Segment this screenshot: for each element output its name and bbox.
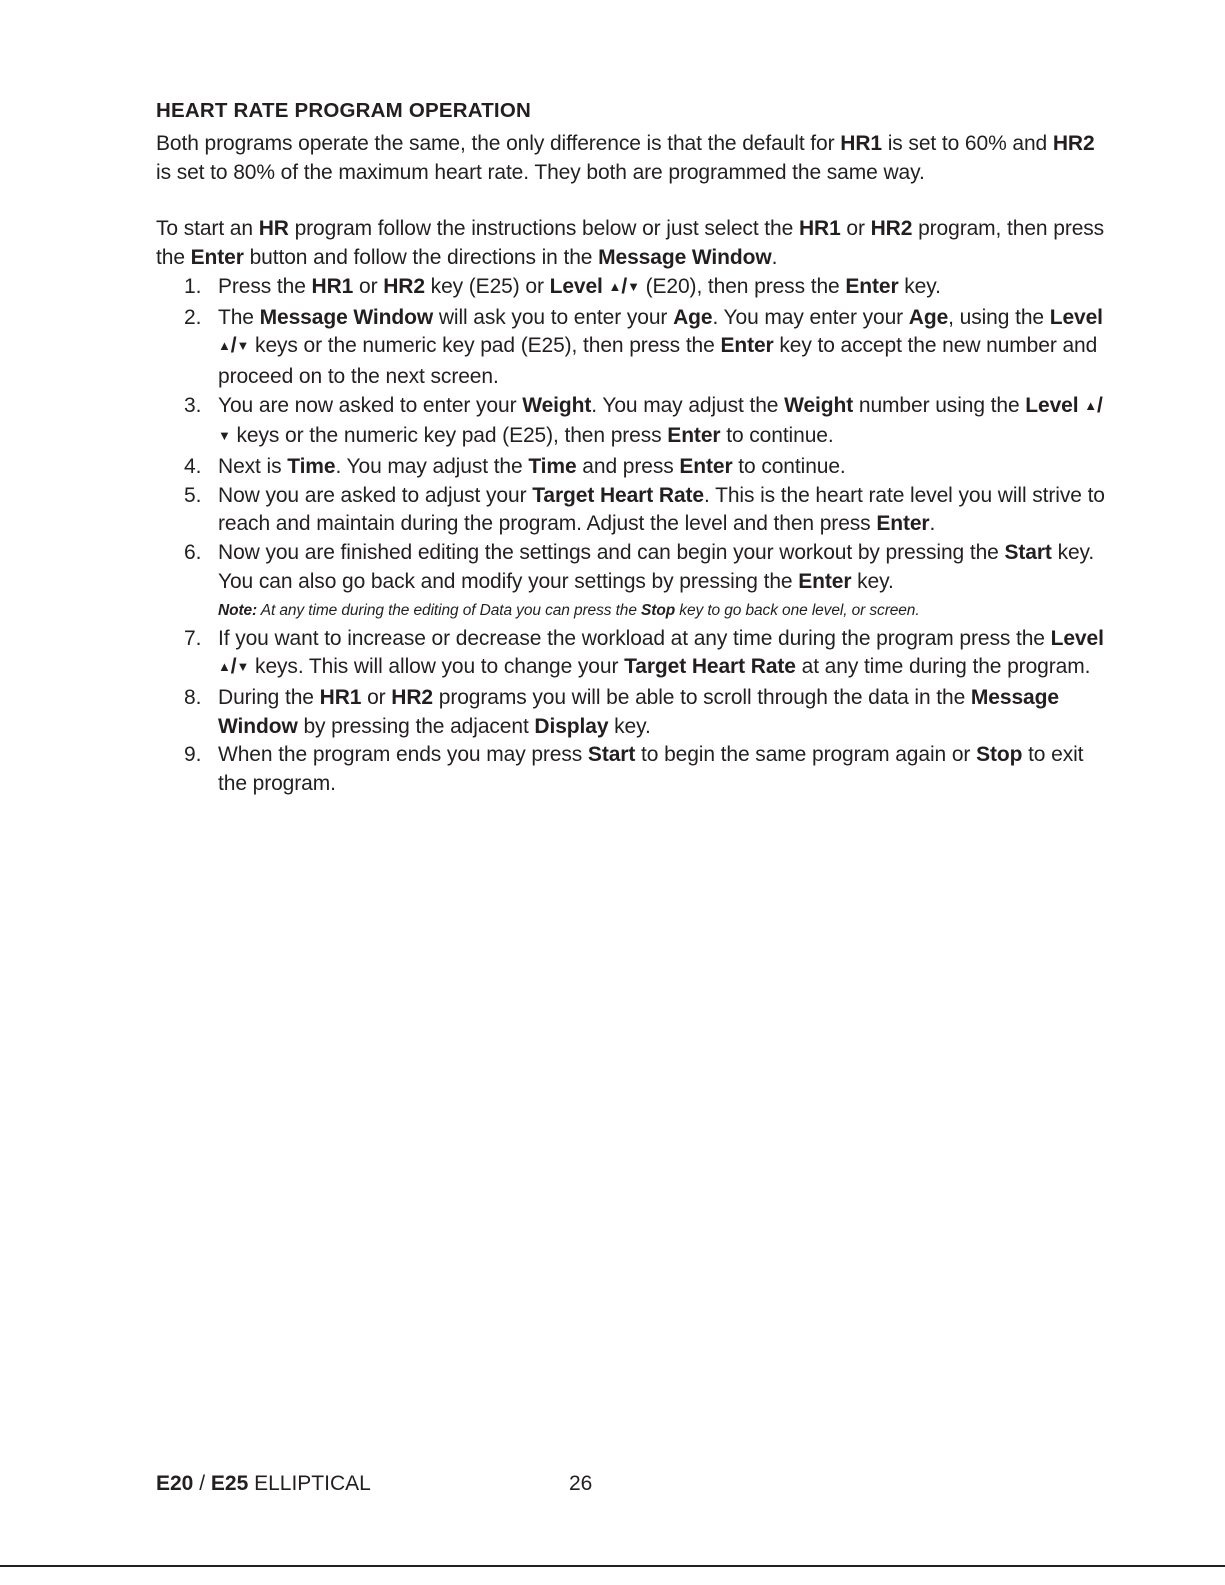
bold-text: HR2 [391, 685, 434, 709]
arrow-up-icon: ▲ [608, 278, 622, 294]
arrow-separator: / [621, 274, 628, 298]
text: During the [218, 685, 320, 709]
text: key to go back one level, or screen. [675, 601, 920, 619]
text: is set to 80% of the maximum heart rate. They both are programmed the same way. [156, 160, 925, 184]
bold-text: Enter [720, 334, 774, 358]
bold-text: Start [1004, 541, 1052, 565]
text: keys. This will allow you to change your [249, 655, 625, 679]
text: to begin the same program again or [635, 743, 977, 767]
bold-text: HR [258, 217, 289, 241]
text: key. You can also go back and modify your settings by pressing the [218, 541, 1095, 593]
arrow-down-icon: ▼ [627, 278, 640, 294]
bold-text: Display [534, 714, 609, 738]
instruction-steps [156, 273, 1106, 799]
step-6 [156, 539, 1106, 596]
bold-text: Message Window [218, 685, 1059, 738]
note [156, 597, 1106, 625]
text: is set to 60% and [881, 132, 1053, 155]
text: or [353, 274, 384, 298]
text: program follow the instructions below or just select the [288, 217, 799, 241]
bold-text: HR2 [870, 217, 913, 241]
step-number: 5. [184, 483, 202, 507]
text: key. [898, 274, 941, 298]
text: and press [576, 455, 680, 479]
bold-text: Enter [667, 424, 721, 448]
page-footer [156, 1469, 1056, 1499]
bold-text: Level [1050, 626, 1104, 650]
text: by pressing the adjacent [297, 714, 535, 738]
bold-text: Age [673, 305, 713, 329]
text: to exit the program. [218, 743, 1084, 796]
text: . [929, 512, 936, 536]
bold-text: E25 [210, 1472, 249, 1495]
bold-text: HR1 [840, 132, 882, 155]
bold-text: Weight [784, 393, 854, 417]
step-9 [156, 741, 1106, 798]
text: keys or the numeric key pad (E25), then press the [249, 334, 721, 358]
bold-text: Weight [522, 393, 592, 417]
text: at any time during the program. [795, 655, 1091, 679]
step-3 [156, 392, 1106, 453]
arrow-separator: / [1097, 393, 1103, 417]
text: will ask you to enter your [433, 305, 674, 329]
arrow-separator: / [230, 334, 237, 358]
text: At any time during the editing of Data you can press the [257, 601, 642, 619]
text: key. [851, 569, 894, 593]
text: programs you will be able to scroll through the data in the [433, 685, 971, 709]
page-content [156, 97, 1106, 799]
bold-text: Level [1025, 393, 1079, 417]
text: number using the [853, 393, 1026, 417]
intro-paragraph [156, 130, 1106, 187]
step-8 [156, 684, 1106, 741]
text: Next is [218, 455, 288, 479]
text: program, then press the [156, 217, 1105, 270]
arrow-down-icon: ▼ [236, 659, 250, 675]
text: If you want to increase or decrease the workload at any time during the program press the [218, 626, 1051, 650]
bold-text: HR1 [311, 274, 354, 298]
step-number: 8. [184, 685, 202, 709]
step-5 [156, 482, 1106, 539]
bold-text: Enter [798, 569, 852, 593]
bold-text: Time [287, 455, 336, 479]
step-number: 9. [184, 743, 202, 767]
step-number: 7. [184, 626, 202, 650]
text: key (E25) or [424, 274, 550, 298]
text: key to accept the new number and proceed on to the next screen. [218, 334, 1098, 388]
text: to continue. [732, 455, 846, 479]
text: To start an [156, 217, 259, 241]
step-number: 4. [184, 455, 202, 479]
text: button and follow the directions in the [243, 246, 599, 270]
bold-text: Message Window [598, 246, 772, 270]
start-paragraph [156, 215, 1106, 272]
bold-text: Enter [679, 455, 733, 479]
text: . [771, 246, 778, 270]
step-number: 2. [184, 305, 202, 329]
text: . You may adjust the [335, 455, 529, 479]
note-label: Note: [218, 601, 258, 619]
text: The [218, 305, 260, 329]
bold-text: HR1 [798, 217, 841, 241]
arrow-up-icon: ▲ [218, 659, 231, 675]
text: You are now asked to enter your [218, 393, 523, 417]
step-number: 6. [184, 541, 202, 565]
bold-text: HR1 [319, 685, 362, 709]
text: , using the [948, 305, 1050, 329]
bold-text: Stop [641, 601, 676, 619]
text: key. [608, 714, 651, 738]
arrow-down-icon: ▼ [218, 428, 231, 444]
text: . You may enter your [712, 305, 909, 329]
bold-text: Stop [976, 743, 1023, 767]
text: or [840, 217, 871, 241]
bold-text: Target Heart Rate [532, 483, 704, 507]
step-1 [156, 273, 1106, 304]
text: keys or the numeric key pad (E25), then press [230, 424, 668, 448]
bold-text: Level [549, 274, 603, 298]
footer-model-title [156, 1469, 371, 1499]
bold-text: HR2 [1052, 132, 1095, 155]
bold-text: Enter [190, 246, 244, 270]
step-7 [156, 625, 1106, 684]
bold-text: Level [1049, 305, 1103, 329]
page-number: 26 [569, 1472, 593, 1495]
text: Now you are asked to adjust your [218, 483, 533, 507]
arrow-up-icon: ▲ [1084, 397, 1098, 413]
arrow-down-icon: ▼ [236, 338, 250, 354]
bold-text: Start [587, 743, 636, 767]
bold-text: Time [528, 455, 577, 479]
bold-text: HR2 [383, 274, 425, 298]
text: Now you are finished editing the settings and can begin your workout by pressing the [218, 541, 1005, 565]
section-heading: HEART RATE PROGRAM OPERATION [156, 99, 531, 122]
arrow-up-icon: ▲ [218, 338, 231, 354]
text: . You may adjust the [591, 393, 785, 417]
text: ELLIPTICAL [248, 1472, 371, 1495]
step-4 [156, 453, 1106, 482]
text: to continue. [720, 424, 834, 448]
bold-text: E20 [156, 1472, 194, 1495]
bold-text: Message Window [259, 305, 434, 329]
arrow-separator: / [230, 655, 237, 679]
bold-text: Enter [845, 274, 899, 298]
text: When the program ends you may press [218, 743, 588, 767]
bold-text: Target Heart Rate [624, 655, 796, 679]
text: (E20), then press the [639, 274, 846, 298]
bold-text: Age [908, 305, 949, 329]
step-2 [156, 304, 1106, 392]
text: Both programs operate the same, the only difference is that the default for [156, 132, 841, 155]
text: / [193, 1472, 211, 1495]
step-number: 3. [184, 393, 202, 417]
step-number: 1. [184, 274, 202, 298]
bold-text: Enter [876, 512, 930, 536]
bottom-divider [0, 1565, 1225, 1567]
text: Press the [218, 274, 312, 298]
text: . This is the heart rate level you will strive to reach and maintain during the program. Adjust the level and then press [218, 483, 1105, 536]
text: or [361, 685, 392, 709]
